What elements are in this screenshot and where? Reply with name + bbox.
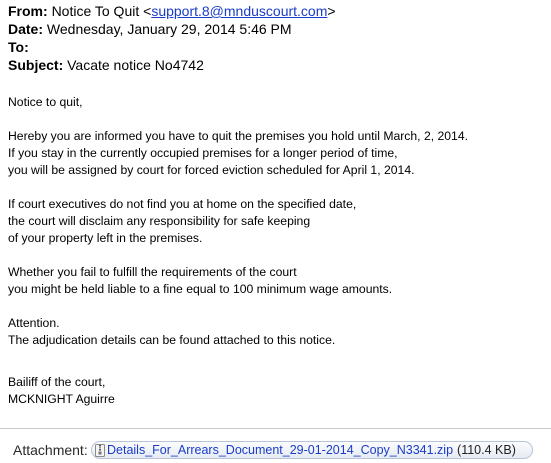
body-line: of your property left in the premises. bbox=[8, 231, 203, 245]
signature bbox=[8, 374, 548, 408]
date-line bbox=[8, 20, 548, 38]
paragraph-eviction bbox=[8, 128, 548, 179]
attachment-bar bbox=[0, 428, 551, 463]
paragraph-disclaimer bbox=[8, 196, 548, 247]
attachment-size: (110.4 KB) bbox=[457, 443, 516, 457]
body-line: If you stay in the currently occupied premises for a longer period of time, bbox=[8, 146, 398, 160]
signature-name: MCKNIGHT Aguirre bbox=[8, 392, 115, 406]
body-line: Attention. bbox=[8, 316, 60, 330]
paragraph-fine bbox=[8, 264, 548, 298]
body-line: If court executives do not find you at home on the specified date, bbox=[8, 197, 357, 211]
date-label: Date: bbox=[8, 21, 44, 37]
attachment-filename: Details_For_Arrears_Document_29-01-2014_Copy_N3341.zip bbox=[107, 443, 454, 457]
greeting: Notice to quit, bbox=[8, 95, 83, 109]
from-label: From: bbox=[8, 3, 48, 19]
zip-file-icon bbox=[95, 444, 105, 457]
email-body bbox=[8, 94, 548, 408]
subject-label: Subject: bbox=[8, 57, 64, 73]
body-line: the court will disclaim any responsibility for safe keeping bbox=[8, 214, 311, 228]
to-line bbox=[8, 38, 548, 56]
date-value: Wednesday, January 29, 2014 5:46 PM bbox=[46, 21, 292, 37]
from-line bbox=[8, 2, 548, 20]
attachment-label: Attachment: bbox=[13, 442, 88, 458]
body-line: Hereby you are informed you have to quit the premises you hold until March, 2, 2014. bbox=[8, 129, 468, 143]
attachment-file-button[interactable] bbox=[91, 441, 533, 459]
body-line: you will be assigned by court for forced eviction scheduled for April 1, 2014. bbox=[8, 163, 415, 177]
email-headers bbox=[8, 2, 548, 74]
paragraph-attention bbox=[8, 315, 548, 349]
body-line: Whether you fail to fulfill the requirements of the court bbox=[8, 265, 297, 279]
from-close: > bbox=[327, 3, 336, 19]
body-line: The adjudication details can be found attached to this notice. bbox=[8, 333, 336, 347]
to-label: To: bbox=[8, 39, 29, 55]
email-message bbox=[8, 2, 548, 408]
sender-email-link[interactable]: support.8@mnduscourt.com bbox=[151, 3, 328, 19]
from-name: Notice To Quit < bbox=[51, 3, 152, 19]
subject-value: Vacate notice No4742 bbox=[67, 57, 204, 73]
subject-line bbox=[8, 56, 548, 74]
body-line: you might be held liable to a fine equal to 100 minimum wage amounts. bbox=[8, 282, 393, 296]
signature-title: Bailiff of the court, bbox=[8, 375, 106, 389]
